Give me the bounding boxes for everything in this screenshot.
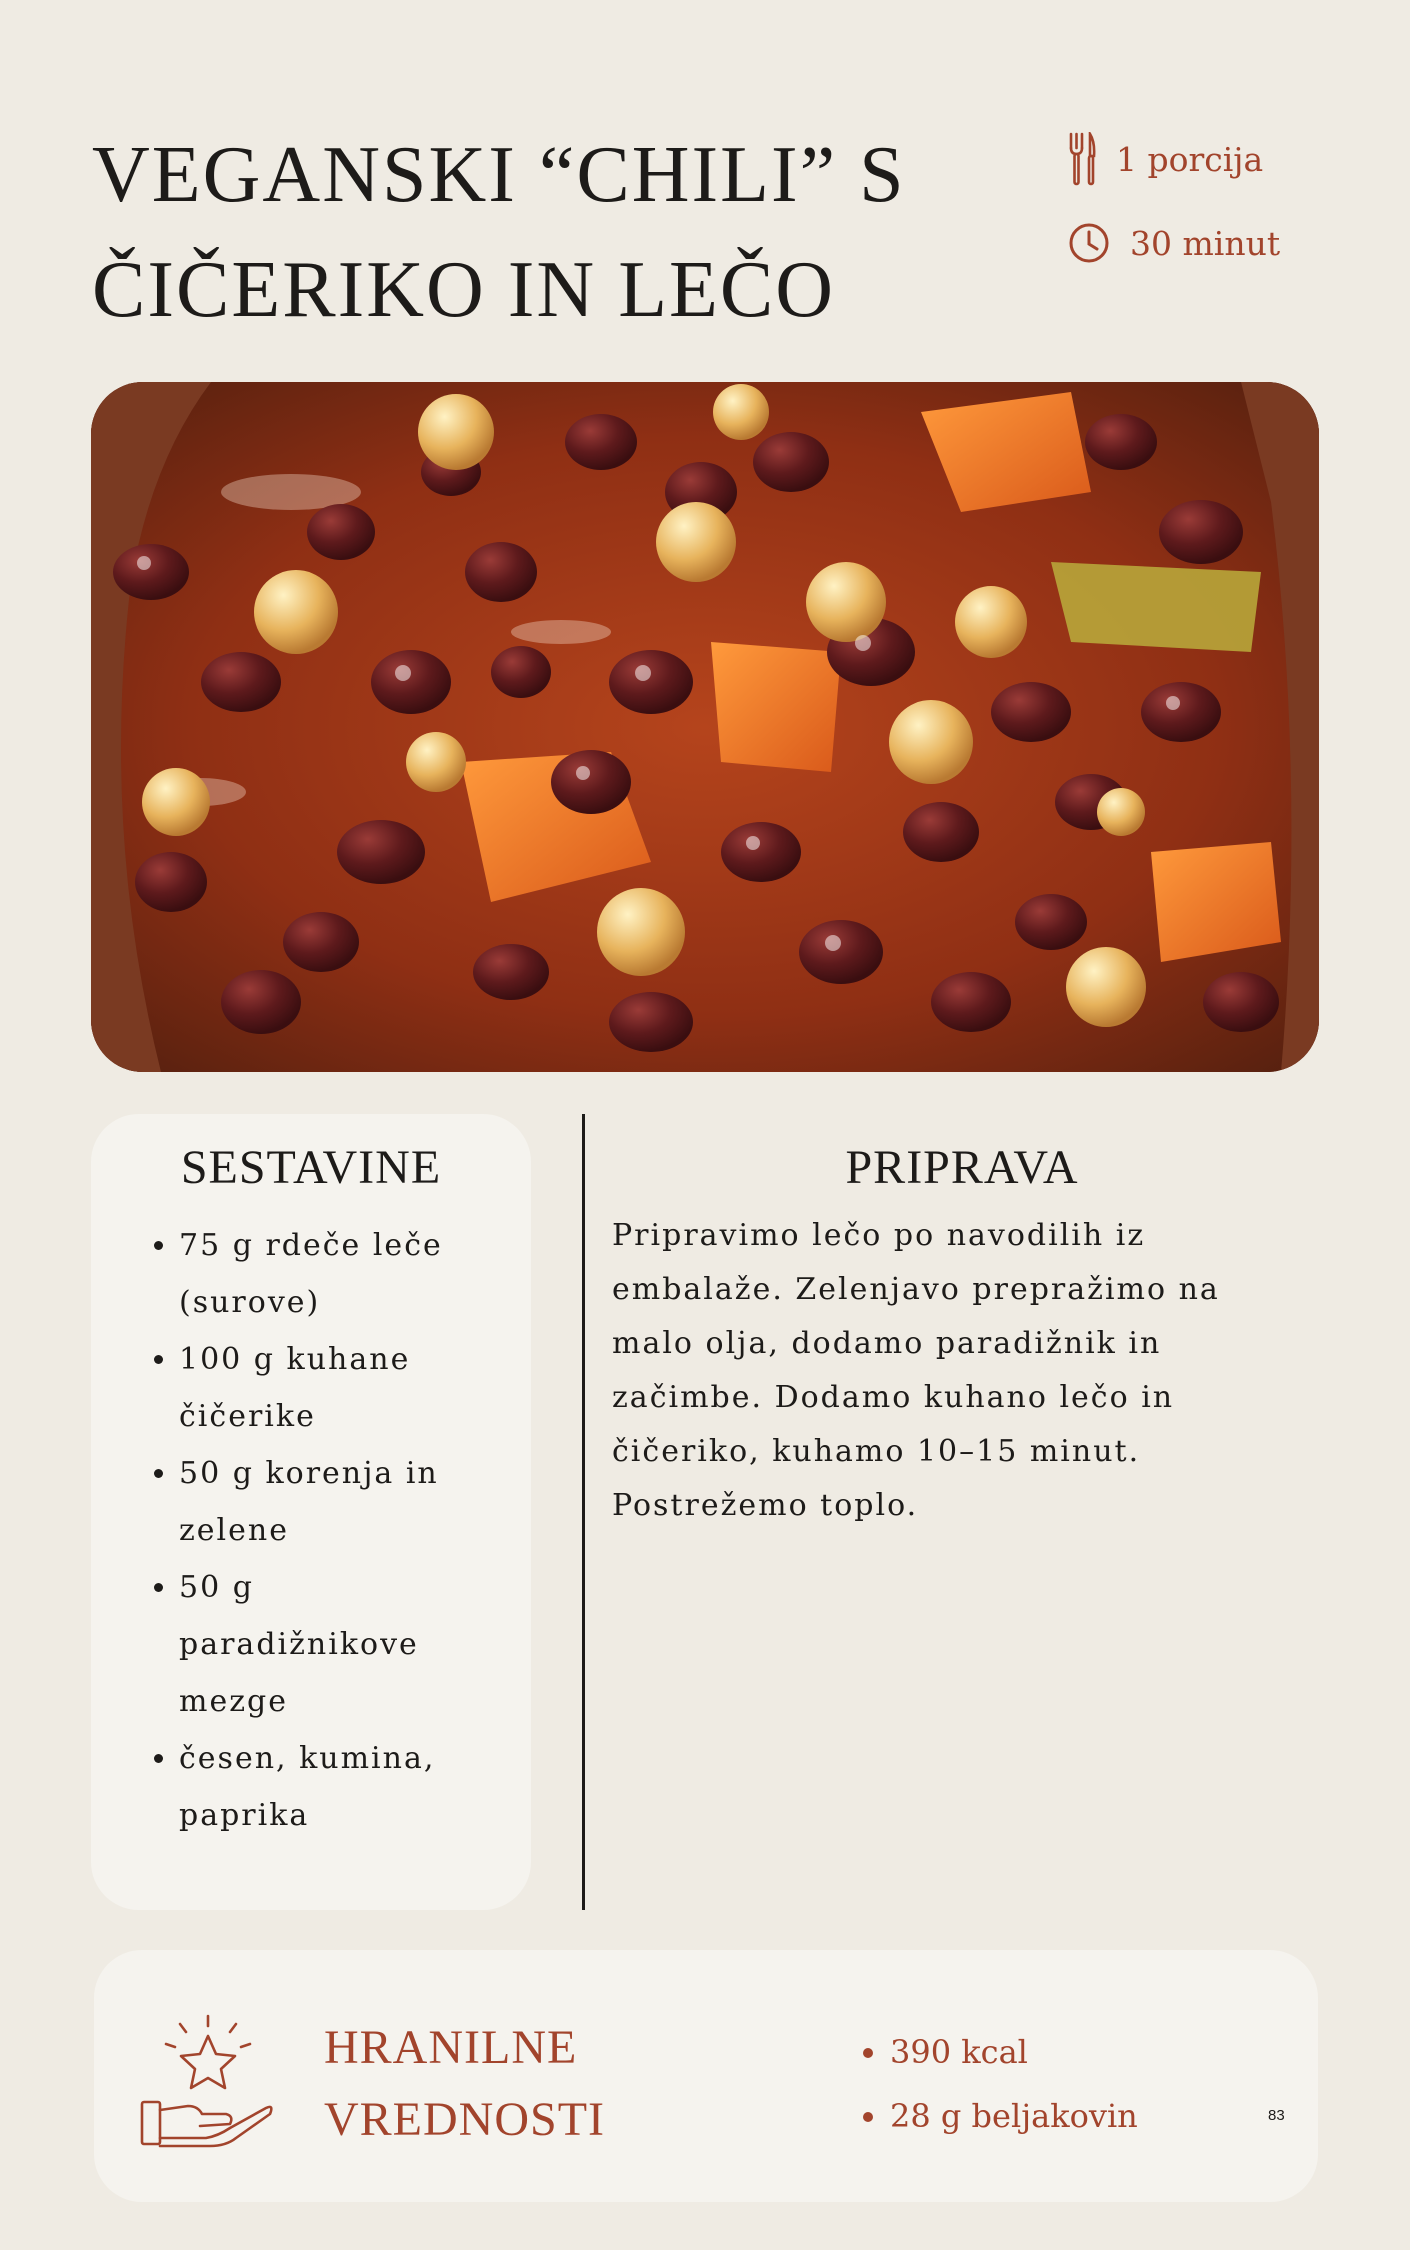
nutrition-heading-line-1: HRANILNE <box>324 2021 578 2074</box>
column-divider <box>582 1114 585 1910</box>
time-info <box>1068 222 1398 264</box>
fork-knife-icon <box>1068 132 1096 186</box>
page-number: 83 <box>1268 2107 1285 2124</box>
chili-photo <box>91 382 1319 1072</box>
nutrition-heading <box>324 2012 605 2156</box>
servings-text: 1 porcija <box>1116 139 1264 179</box>
preparation-text: Pripravimo lečo po navodilih iz embalaže. Zelenjavo prepražimo na malo olja, dodamo paradižnik in začimbe. Dodamo kuhano lečo in čičeriko, kuhamo 10–15 minut. Postrežemo toplo. <box>612 1218 1220 1523</box>
recipe-title-line-2: ČIČERIKO IN LEČO <box>92 246 836 334</box>
hand-star-icon <box>138 2014 278 2154</box>
preparation-section <box>612 1140 1312 1533</box>
ingredients-list <box>151 1217 501 1844</box>
recipe-title-line-1: VEGANSKI “CHILI” S <box>92 131 906 219</box>
ingredient-item: • 50 g paradižnikove mezge <box>179 1559 501 1730</box>
ingredients-card <box>91 1114 531 1910</box>
nutrition-heading-line-2: VREDNOSTI <box>324 2093 605 2146</box>
chili-photo-illustration <box>91 382 1319 1072</box>
ingredient-item: • 50 g korenja in zelene <box>179 1445 501 1559</box>
recipe-title <box>92 118 992 348</box>
nutrition-item: • 28 g beljakovin <box>890 2084 1138 2148</box>
ingredient-item: • 100 g kuhane čičerike <box>179 1331 501 1445</box>
clock-icon <box>1068 222 1110 264</box>
ingredient-item: • 75 g rdeče leče (surove) <box>179 1217 501 1331</box>
nutrition-item: • 390 kcal <box>890 2020 1138 2084</box>
time-text: 30 minut <box>1130 223 1281 263</box>
nutrition-card <box>94 1950 1318 2202</box>
preparation-heading: PRIPRAVA <box>845 1141 1079 1194</box>
servings-info <box>1068 132 1398 186</box>
nutrition-list <box>860 2020 1138 2148</box>
ingredient-item: • česen, kumina, paprika <box>179 1730 501 1844</box>
ingredients-heading: SESTAVINE <box>180 1141 442 1194</box>
